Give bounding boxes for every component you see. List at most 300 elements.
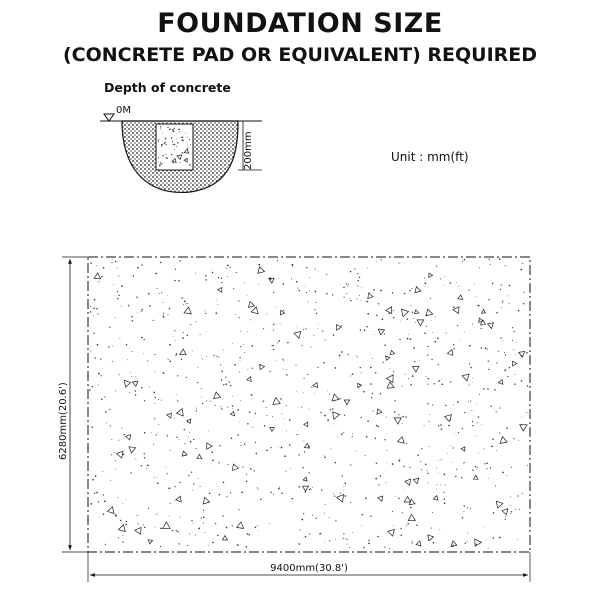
- aggregate-dot: [117, 291, 118, 292]
- aggregate-dot: [453, 348, 454, 349]
- aggregate-dot: [234, 364, 236, 366]
- aggregate-dot: [254, 470, 255, 471]
- aggregate-dot: [203, 522, 204, 523]
- aggregate-dot: [340, 398, 341, 399]
- aggregate-dot: [165, 467, 166, 468]
- aggregate-dot: [427, 470, 428, 471]
- aggregate-dot: [155, 273, 157, 275]
- aggregate-dot: [257, 487, 258, 488]
- aggregate-dot: [409, 506, 410, 507]
- aggregate-dot: [273, 324, 274, 325]
- aggregate-dot: [168, 434, 169, 435]
- aggregate-dot: [424, 333, 425, 334]
- aggregate-dot: [167, 473, 168, 474]
- aggregate-dot: [287, 342, 288, 343]
- aggregate-dot: [196, 410, 197, 411]
- aggregate-dot: [161, 163, 162, 164]
- aggregate-dot: [162, 133, 163, 134]
- aggregate-dot: [137, 267, 139, 269]
- aggregate-dot: [168, 359, 169, 360]
- aggregate-dot: [407, 338, 409, 340]
- aggregate-dot: [384, 439, 385, 440]
- aggregate-dot: [158, 399, 159, 400]
- aggregate-dot: [370, 367, 372, 369]
- aggregate-dot: [219, 445, 220, 446]
- aggregate-dot: [109, 327, 110, 328]
- aggregate-dot: [278, 278, 279, 279]
- aggregate-dot: [344, 297, 345, 298]
- aggregate-dot: [251, 345, 253, 347]
- aggregate-dot: [400, 528, 401, 529]
- aggregate-dot: [236, 272, 237, 273]
- aggregate-dot: [117, 497, 118, 498]
- aggregate-dot: [486, 468, 487, 469]
- aggregate-dot: [513, 438, 514, 439]
- aggregate-dot: [427, 378, 429, 380]
- aggregate-dot: [252, 399, 253, 400]
- aggregate-dot: [196, 448, 197, 449]
- aggregate-dot: [282, 413, 283, 414]
- aggregate-dot: [192, 490, 193, 491]
- aggregate-dot: [217, 535, 218, 536]
- aggregate-dot: [481, 325, 482, 326]
- aggregate-dot: [408, 482, 409, 483]
- aggregate-dot: [321, 533, 322, 534]
- aggregate-dot: [361, 372, 362, 373]
- aggregate-dot: [499, 433, 500, 434]
- aggregate-dot: [411, 541, 412, 542]
- aggregate-dot: [517, 539, 518, 540]
- aggregate-dot: [343, 486, 344, 487]
- aggregate-dot: [309, 290, 310, 291]
- aggregate-dot: [181, 297, 182, 298]
- aggregate-dot: [172, 141, 173, 142]
- aggregate-dot: [483, 448, 484, 449]
- aggregate-dot: [124, 434, 126, 436]
- aggregate-dot: [378, 484, 379, 485]
- aggregate-dot: [92, 386, 93, 387]
- aggregate-dot: [219, 494, 220, 495]
- aggregate-dot: [348, 284, 349, 285]
- aggregate-dot: [410, 507, 412, 509]
- aggregate-dot: [343, 491, 344, 492]
- aggregate-dot: [406, 443, 407, 444]
- aggregate-dot: [488, 361, 489, 362]
- aggregate-dot: [244, 282, 245, 283]
- aggregate-dot: [366, 326, 367, 327]
- aggregate-dot: [412, 375, 414, 377]
- aggregate-dot: [514, 383, 516, 385]
- aggregate-dot: [144, 400, 145, 401]
- aggregate-dot: [154, 354, 155, 355]
- aggregate-dot: [281, 493, 283, 495]
- aggregate-dot: [352, 434, 353, 435]
- aggregate-dot: [489, 259, 490, 260]
- aggregate-dot: [360, 367, 361, 368]
- aggregate-dot: [327, 419, 329, 421]
- aggregate-dot: [329, 517, 330, 518]
- aggregate-dot: [475, 466, 476, 467]
- aggregate-dot: [165, 154, 166, 155]
- aggregate-dot: [406, 525, 407, 526]
- aggregate-dot: [516, 354, 517, 355]
- aggregate-dot: [205, 275, 206, 276]
- aggregate-dot: [490, 406, 491, 407]
- aggregate-dot: [484, 463, 485, 464]
- aggregate-dot: [283, 310, 284, 311]
- aggregate-dot: [193, 483, 194, 484]
- aggregate-dot: [321, 490, 322, 491]
- aggregate-dot: [157, 513, 158, 514]
- aggregate-dot: [491, 446, 493, 448]
- aggregate-dot: [322, 331, 323, 332]
- aggregate-dot: [436, 489, 437, 490]
- aggregate-dot: [522, 417, 523, 418]
- page-title: FOUNDATION SIZE: [157, 8, 443, 39]
- aggregate-dot: [131, 316, 132, 317]
- aggregate-dot: [456, 469, 457, 470]
- aggregate-dot: [275, 307, 276, 308]
- aggregate-dot: [241, 491, 243, 493]
- aggregate-dot: [117, 298, 119, 300]
- aggregate-dot: [144, 527, 145, 528]
- aggregate-dot: [464, 259, 466, 261]
- aggregate-dot: [476, 469, 477, 470]
- aggregate-dot: [182, 337, 184, 339]
- aggregate-dot: [169, 344, 171, 346]
- aggregate-dot: [187, 303, 188, 304]
- aggregate-dot: [424, 332, 425, 333]
- aggregate-dot: [249, 534, 251, 536]
- aggregate-dot: [154, 418, 155, 419]
- aggregate-dot: [310, 489, 311, 490]
- aggregate-dot: [339, 355, 341, 357]
- aggregate-dot: [279, 487, 280, 488]
- aggregate-dot: [496, 450, 497, 451]
- aggregate-dot: [457, 401, 459, 403]
- aggregate-dot: [157, 483, 159, 485]
- aggregate-dot: [249, 411, 250, 412]
- aggregate-dot: [368, 542, 370, 544]
- aggregate-dot: [325, 340, 326, 341]
- aggregate-dot: [303, 329, 304, 330]
- aggregate-dot: [277, 260, 278, 261]
- aggregate-dot: [440, 459, 441, 460]
- aggregate-dot: [357, 286, 358, 287]
- aggregate-dot: [174, 280, 175, 281]
- aggregate-dot: [373, 289, 375, 291]
- aggregate-dot: [518, 260, 519, 261]
- aggregate-dot: [298, 543, 300, 545]
- aggregate-dot: [394, 411, 395, 412]
- aggregate-dot: [477, 422, 478, 423]
- aggregate-dot: [221, 379, 223, 381]
- aggregate-dot: [115, 391, 116, 392]
- aggregate-dot: [130, 373, 131, 374]
- aggregate-dot: [122, 535, 123, 536]
- aggregate-dot: [509, 285, 510, 286]
- aggregate-dot: [227, 276, 228, 277]
- aggregate-dot: [118, 440, 119, 441]
- aggregate-dot: [93, 315, 94, 316]
- aggregate-dot: [121, 285, 123, 287]
- aggregate-dot: [256, 453, 258, 455]
- aggregate-dot: [424, 278, 425, 279]
- aggregate-dot: [440, 424, 442, 426]
- aggregate-dot: [302, 345, 303, 346]
- aggregate-dot: [363, 391, 365, 393]
- aggregate-dot: [421, 469, 422, 470]
- aggregate-dot: [141, 309, 143, 311]
- aggregate-dot: [105, 411, 107, 413]
- aggregate-dot: [411, 305, 412, 306]
- aggregate-dot: [524, 292, 525, 293]
- aggregate-dot: [146, 468, 147, 469]
- aggregate-dot: [179, 543, 180, 544]
- aggregate-dot: [184, 429, 185, 430]
- aggregate-dot: [119, 374, 120, 375]
- aggregate-dot: [187, 145, 188, 146]
- aggregate-dot: [315, 269, 316, 270]
- aggregate-dot: [148, 508, 149, 509]
- aggregate-dot: [225, 377, 226, 378]
- aggregate-dot: [490, 264, 491, 265]
- aggregate-dot: [467, 507, 468, 508]
- aggregate-dot: [375, 478, 377, 480]
- aggregate-dot: [469, 363, 470, 364]
- aggregate-dot: [200, 334, 201, 335]
- aggregate-dot: [190, 441, 192, 443]
- height-dimension-label: 6280mm(20.6'): [58, 382, 69, 460]
- aggregate-dot: [253, 427, 254, 428]
- aggregate-dot: [372, 358, 373, 359]
- aggregate-dot: [425, 282, 427, 284]
- aggregate-dot: [126, 344, 128, 346]
- aggregate-dot: [175, 355, 176, 356]
- aggregate-dot: [505, 516, 506, 517]
- aggregate-dot: [163, 315, 165, 317]
- aggregate-dot: [228, 381, 229, 382]
- aggregate-dot: [402, 416, 404, 418]
- aggregate-dot: [384, 546, 385, 547]
- aggregate-dot: [462, 261, 463, 262]
- aggregate-dot: [173, 131, 175, 133]
- aggregate-dot: [344, 483, 346, 485]
- aggregate-dot: [177, 531, 178, 532]
- aggregate-dot: [329, 540, 330, 541]
- aggregate-dot: [158, 140, 159, 141]
- aggregate-dot: [286, 405, 287, 406]
- aggregate-dot: [439, 529, 440, 530]
- aggregate-dot: [407, 318, 408, 319]
- aggregate-dot: [160, 527, 162, 529]
- aggregate-dot: [378, 303, 379, 304]
- aggregate-dot: [395, 496, 396, 497]
- ground-level-label: 0M: [116, 105, 131, 116]
- aggregate-dot: [481, 347, 482, 348]
- aggregate-dot: [240, 400, 241, 401]
- aggregate-dot: [301, 406, 302, 407]
- aggregate-dot: [359, 277, 360, 278]
- aggregate-dot: [189, 533, 190, 534]
- aggregate-dot: [230, 492, 231, 493]
- aggregate-dot: [190, 144, 191, 145]
- aggregate-dot: [110, 425, 111, 426]
- aggregate-dot: [170, 488, 171, 489]
- aggregate-dot: [498, 351, 499, 352]
- aggregate-dot: [527, 465, 528, 466]
- aggregate-dot: [442, 383, 444, 385]
- aggregate-dot: [467, 541, 468, 542]
- aggregate-dot: [172, 129, 174, 131]
- aggregate-dot: [237, 409, 239, 411]
- aggregate-dot: [352, 436, 353, 437]
- aggregate-dot: [177, 142, 178, 143]
- aggregate-dot: [243, 466, 244, 467]
- aggregate-dot: [304, 451, 305, 452]
- aggregate-dot: [445, 485, 446, 486]
- aggregate-dot: [289, 444, 290, 445]
- aggregate-dot: [283, 369, 284, 370]
- foundation-plan: [58, 257, 530, 582]
- aggregate-dot: [172, 162, 173, 163]
- aggregate-dot: [471, 410, 472, 411]
- aggregate-dot: [434, 383, 435, 384]
- aggregate-dot: [175, 486, 176, 487]
- aggregate-dot: [398, 263, 399, 264]
- aggregate-dot: [361, 288, 362, 289]
- aggregate-dot: [198, 528, 200, 530]
- aggregate-dot: [178, 280, 180, 282]
- aggregate-dot: [312, 487, 313, 488]
- concrete-section-detail: [100, 105, 262, 192]
- aggregate-dot: [429, 414, 430, 415]
- aggregate-dot: [279, 340, 281, 342]
- aggregate-dot: [405, 416, 407, 418]
- aggregate-dot: [400, 321, 401, 322]
- aggregate-dot: [179, 131, 180, 132]
- aggregate-dot: [366, 301, 368, 303]
- aggregate-dot: [222, 515, 223, 516]
- aggregate-dot: [299, 529, 300, 530]
- aggregate-dot: [433, 542, 435, 544]
- aggregate-dot: [306, 267, 307, 268]
- aggregate-dot: [510, 505, 511, 506]
- aggregate-dot: [356, 356, 357, 357]
- aggregate-dot: [499, 258, 501, 260]
- aggregate-dot: [458, 432, 459, 433]
- aggregate-dot: [376, 261, 377, 262]
- aggregate-dot: [134, 390, 135, 391]
- aggregate-dot: [521, 380, 523, 382]
- aggregate-dot: [365, 455, 366, 456]
- aggregate-dot: [251, 426, 252, 427]
- aggregate-dot: [414, 361, 415, 362]
- aggregate-dot: [330, 409, 331, 410]
- aggregate-dot: [500, 337, 501, 338]
- aggregate-dot: [164, 142, 165, 143]
- aggregate-dot: [335, 367, 337, 369]
- aggregate-dot: [90, 503, 92, 505]
- aggregate-dot: [488, 547, 489, 548]
- aggregate-dot: [240, 331, 241, 332]
- aggregate-dot: [144, 457, 145, 458]
- aggregate-dot: [453, 404, 454, 405]
- aggregate-dot: [141, 465, 142, 466]
- aggregate-dot: [180, 137, 181, 138]
- aggregate-dot: [203, 510, 204, 511]
- aggregate-dot: [464, 505, 465, 506]
- aggregate-dot: [347, 539, 348, 540]
- aggregate-dot: [504, 352, 505, 353]
- aggregate-dot: [299, 486, 301, 488]
- aggregate-dot: [324, 415, 326, 417]
- aggregate-dot: [432, 332, 433, 333]
- aggregate-dot: [335, 539, 336, 540]
- aggregate-dot: [514, 374, 515, 375]
- aggregate-dot: [173, 336, 174, 337]
- aggregate-dot: [318, 324, 319, 325]
- aggregate-dot: [257, 525, 258, 526]
- aggregate-dot: [457, 325, 458, 326]
- aggregate-dot: [512, 327, 513, 328]
- aggregate-dot: [130, 472, 131, 473]
- aggregate-dot: [221, 408, 222, 409]
- aggregate-dot: [296, 326, 297, 327]
- aggregate-dot: [495, 485, 496, 486]
- aggregate-dot: [305, 328, 306, 329]
- aggregate-dot: [487, 388, 489, 390]
- aggregate-dot: [412, 543, 413, 544]
- aggregate-dot: [187, 335, 188, 336]
- aggregate-dot: [239, 357, 240, 358]
- aggregate-dot: [438, 473, 439, 474]
- page-subtitle: (CONCRETE PAD OR EQUIVALENT) REQUIRED: [62, 44, 538, 66]
- aggregate-dot: [121, 306, 122, 307]
- aggregate-dot: [330, 448, 331, 449]
- aggregate-dot: [431, 320, 432, 321]
- aggregate-dot: [155, 397, 156, 398]
- aggregate-dot: [386, 450, 387, 451]
- aggregate-dot: [374, 334, 375, 335]
- aggregate-dot: [226, 496, 227, 497]
- aggregate-dot: [218, 277, 219, 278]
- aggregate-dot: [143, 353, 144, 354]
- aggregate-dot: [477, 403, 478, 404]
- aggregate-dot: [290, 468, 291, 469]
- aggregate-dot: [472, 323, 473, 324]
- aggregate-dot: [432, 405, 433, 406]
- aggregate-dot: [246, 480, 247, 481]
- aggregate-dot: [270, 371, 271, 372]
- aggregate-dot: [296, 281, 298, 283]
- aggregate-dot: [375, 372, 376, 373]
- aggregate-dot: [210, 401, 211, 402]
- aggregate-dot: [344, 415, 345, 416]
- aggregate-dot: [475, 435, 476, 436]
- aggregate-dot: [371, 397, 372, 398]
- aggregate-dot: [284, 455, 286, 457]
- aggregate-dot: [324, 456, 326, 458]
- aggregate-dot: [113, 284, 114, 285]
- aggregate-dot: [137, 523, 138, 524]
- aggregate-dot: [451, 445, 452, 446]
- aggregate-dot: [314, 309, 315, 310]
- aggregate-dot: [494, 389, 496, 391]
- aggregate-dot: [376, 315, 377, 316]
- aggregate-dot: [93, 307, 95, 309]
- aggregate-dot: [204, 311, 205, 312]
